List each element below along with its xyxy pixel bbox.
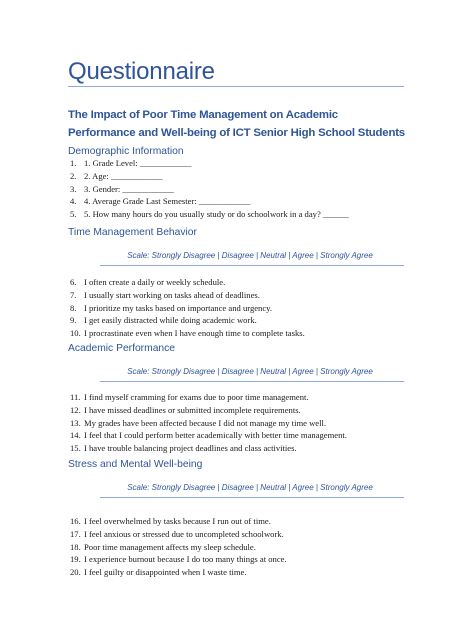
time-management-scale: Scale: Strongly Disagree | Disagree | Neutral | Agree | Strongly Agree bbox=[127, 251, 373, 260]
question-text: 3. Gender: ____________ bbox=[84, 183, 174, 194]
question-number: 4. bbox=[70, 196, 77, 207]
question-number: 12. bbox=[70, 404, 81, 415]
time-management-heading: Time Management Behavior bbox=[68, 227, 197, 238]
question-item bbox=[70, 170, 349, 183]
question-item bbox=[70, 183, 349, 196]
question-text: 1. Grade Level: ____________ bbox=[84, 158, 192, 168]
academic-list bbox=[70, 391, 347, 455]
question-item bbox=[70, 553, 287, 566]
question-item bbox=[70, 327, 305, 340]
question-text: I get easily distracted while doing academic work. bbox=[84, 315, 257, 326]
question-text: I experience burnout because I do too many things at once. bbox=[84, 554, 287, 565]
academic-scale: Scale: Strongly Disagree | Disagree | Neutral | Agree | Strongly Agree bbox=[127, 367, 373, 376]
question-text: I feel guilty or disappointed when I waste time. bbox=[84, 567, 247, 578]
question-number: 6. bbox=[70, 277, 77, 287]
question-number: 16. bbox=[70, 516, 81, 526]
question-text: 4. Average Grade Last Semester: ____________ bbox=[84, 196, 251, 207]
question-item bbox=[70, 528, 287, 541]
question-number: 18. bbox=[70, 541, 81, 552]
question-item bbox=[70, 404, 347, 417]
question-number: 1. bbox=[70, 158, 77, 168]
question-item bbox=[70, 442, 347, 455]
question-text: 5. How many hours do you usually study or do schoolwork in a day? ______ bbox=[84, 209, 349, 220]
question-number: 9. bbox=[70, 315, 77, 326]
question-item bbox=[70, 541, 287, 554]
question-item bbox=[70, 195, 349, 208]
question-item bbox=[70, 157, 349, 170]
question-item bbox=[70, 314, 305, 327]
question-text: I prioritize my tasks based on importance and urgency. bbox=[84, 302, 273, 313]
question-number: 2. bbox=[70, 170, 77, 181]
question-text: I feel overwhelmed by tasks because I run out of time. bbox=[84, 516, 271, 526]
question-item bbox=[70, 208, 349, 221]
question-number: 14. bbox=[70, 430, 81, 441]
question-item bbox=[70, 276, 305, 289]
question-number: 7. bbox=[70, 289, 77, 300]
question-text: I feel anxious or stressed due to uncompleted schoolwork. bbox=[84, 528, 284, 539]
title-underline bbox=[68, 86, 404, 87]
question-text: I have missed deadlines or submitted incomplete requirements. bbox=[84, 404, 301, 415]
question-text: I procrastinate even when I have enough time to complete tasks. bbox=[84, 328, 305, 339]
document-subtitle: The Impact of Poor Time Management on Academic Performance and Well-being of ICT Senior High School Students bbox=[68, 109, 405, 139]
question-text: I usually start working on tasks ahead of deadlines. bbox=[84, 289, 260, 300]
question-number: 5. bbox=[70, 209, 77, 220]
stress-scale: Scale: Strongly Disagree | Disagree | Neutral | Agree | Strongly Agree bbox=[127, 483, 373, 492]
question-text: I find myself cramming for exams due to poor time management. bbox=[84, 392, 309, 402]
question-item bbox=[70, 417, 347, 430]
document-title: Questionnaire bbox=[68, 58, 215, 85]
question-number: 11. bbox=[70, 392, 81, 402]
stress-list bbox=[70, 515, 287, 579]
question-number: 8. bbox=[70, 302, 77, 313]
question-number: 15. bbox=[70, 443, 81, 454]
demographic-heading: Demographic Information bbox=[68, 146, 184, 157]
demographic-list bbox=[70, 157, 349, 221]
question-text: Poor time management affects my sleep schedule. bbox=[84, 541, 256, 552]
question-item bbox=[70, 566, 287, 579]
question-number: 20. bbox=[70, 567, 81, 578]
question-text: I have trouble balancing project deadlines and class activities. bbox=[84, 443, 297, 454]
academic-heading: Academic Performance bbox=[68, 343, 176, 354]
question-text: I often create a daily or weekly schedule. bbox=[84, 277, 226, 287]
time-management-list bbox=[70, 276, 305, 340]
question-text: 2. Age: ____________ bbox=[84, 170, 163, 181]
stress-scale-rule bbox=[100, 497, 404, 498]
question-text: My grades have been affected because I did not manage my time well. bbox=[84, 417, 327, 428]
question-number: 19. bbox=[70, 554, 81, 565]
question-text: I feel that I could perform better academically with better time management. bbox=[84, 430, 347, 441]
question-number: 3. bbox=[70, 183, 77, 194]
question-number: 17. bbox=[70, 528, 81, 539]
question-item bbox=[70, 302, 305, 315]
question-number: 10. bbox=[70, 328, 81, 339]
stress-heading: Stress and Mental Well-being bbox=[68, 459, 203, 470]
academic-scale-rule bbox=[100, 381, 404, 382]
time-management-scale-rule bbox=[100, 265, 404, 266]
question-item bbox=[70, 289, 305, 302]
question-item bbox=[70, 391, 347, 404]
question-item bbox=[70, 429, 347, 442]
question-item bbox=[70, 515, 287, 528]
question-number: 13. bbox=[70, 417, 81, 428]
